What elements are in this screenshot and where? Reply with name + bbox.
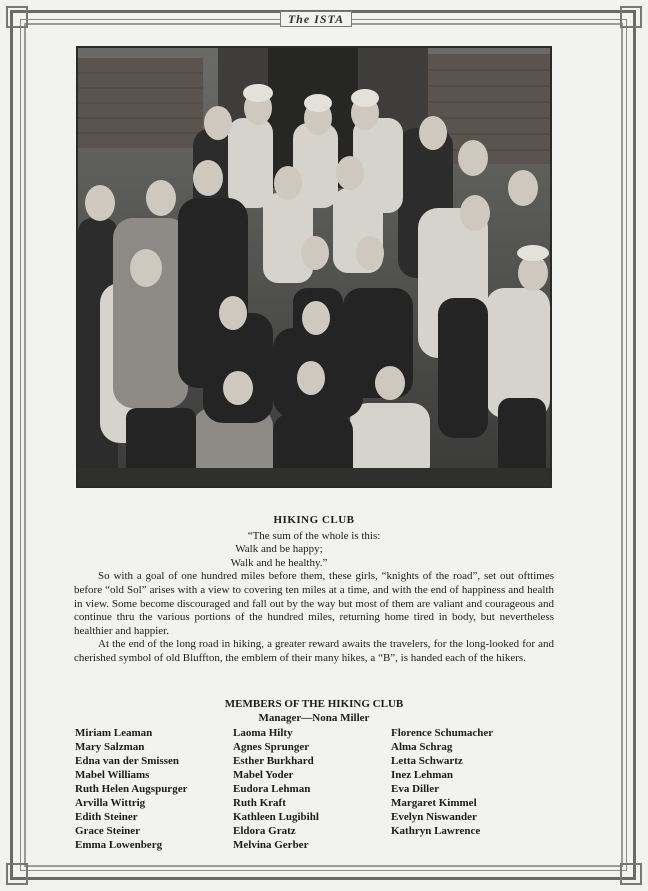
article-paragraph: At the end of the long road in hiking, a greater reward awaits the travelers, for the long-looked for and cherished symbol of old Bluffton, the emblem of their many hikes, a “B”, is handed each of the hikers. [74, 638, 554, 664]
corner-ornament-bottom-right [620, 863, 642, 885]
member-name: Ruth Kraft [233, 797, 286, 809]
members-column-2 [233, 726, 319, 852]
member-name: Florence Schumacher [391, 727, 494, 739]
quote-line: Walk and he healthy.” [230, 556, 328, 569]
members-heading: MEMBERS OF THE HIKING CLUB [224, 698, 404, 710]
group-photo [76, 46, 552, 488]
member-name: Ruth Helen Augspurger [75, 783, 188, 795]
member-name: Emma Lowenberg [75, 839, 163, 851]
member-name: Mabel Yoder [233, 769, 294, 781]
member-name: Agnes Sprunger [233, 741, 310, 753]
member-name: Eldora Gratz [233, 825, 296, 837]
member-name: Letta Schwartz [391, 755, 463, 767]
member-name: Kathryn Lawrence [391, 825, 481, 837]
quote-line: Walk and be happy; [235, 543, 323, 556]
member-name: Edith Steiner [75, 811, 138, 823]
member-name: Melvina Gerber [233, 839, 309, 851]
group-photo-image [78, 48, 550, 486]
member-name: Alma Schrag [391, 741, 453, 753]
corner-ornament-top-right [620, 6, 642, 28]
corner-ornament-bottom-left [6, 863, 28, 885]
member-name: Miriam Leaman [75, 727, 153, 739]
article [74, 514, 554, 666]
member-name: Mabel Williams [75, 769, 150, 781]
quote-line: “The sum of the whole is this: [247, 529, 381, 542]
member-name: Eudora Lehman [233, 783, 311, 795]
member-name: Inez Lehman [391, 769, 454, 781]
member-name: Laoma Hilty [233, 727, 293, 739]
member-name: Edna van der Smissen [75, 755, 180, 767]
members-column-3 [391, 726, 493, 838]
member-name: Eva Diller [391, 783, 439, 795]
article-quote [74, 530, 554, 571]
member-name: Grace Steiner [75, 825, 141, 837]
members-column-1 [75, 726, 187, 852]
yearbook-header: The ISTA [280, 11, 352, 27]
article-title: HIKING CLUB [273, 514, 355, 526]
member-name: Arvilla Wittrig [75, 797, 146, 809]
member-name: Kathleen Lugibihl [233, 811, 319, 823]
manager-line: Manager—Nona Miller [258, 712, 370, 724]
article-paragraph: So with a goal of one hundred miles before them, these girls, “knights of the road”, set out ofttimes before “old Sol” arises with a view to covering ten miles at a time, and with the end of happiness and health in view. Some become discouraged and fall out by the way but most of them are valiant and courageous and continue thru the various portions of the hundred miles, returning home tired in body, but nevertheless healthier and happier. [74, 570, 554, 637]
member-name: Margaret Kimmel [391, 797, 477, 809]
corner-ornament-top-left [6, 6, 28, 28]
member-name: Mary Salzman [75, 741, 145, 753]
member-name: Evelyn Niswander [391, 811, 477, 823]
member-name: Esther Burkhard [233, 755, 314, 767]
